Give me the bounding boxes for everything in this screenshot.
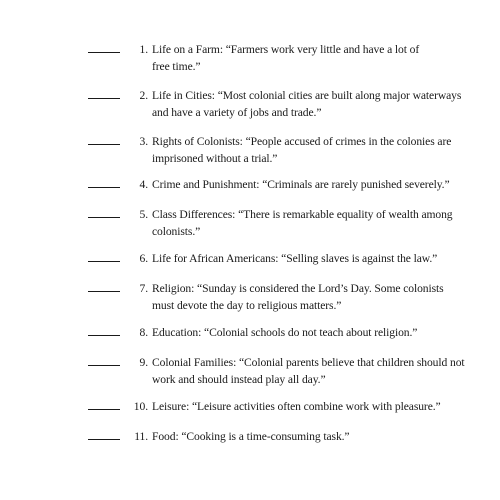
question-number: 9.: [139, 356, 148, 369]
answer-blank[interactable]: [88, 133, 120, 145]
answer-blank[interactable]: [88, 280, 120, 292]
question-item-7: [88, 280, 488, 314]
question-number: 4.: [139, 178, 148, 191]
answer-blank[interactable]: [88, 250, 120, 262]
question-text: Class Differences: “There is remarkable equality of wealth among colonists.”: [152, 208, 453, 238]
question-item-8: [88, 324, 488, 341]
question-text: Crime and Punishment: “Criminals are rarely punished severely.”: [152, 178, 450, 191]
answer-blank[interactable]: [88, 398, 120, 410]
question-text: Food: “Cooking is a time-consuming task.”: [152, 430, 350, 443]
answer-blank[interactable]: [88, 206, 120, 218]
answer-blank[interactable]: [88, 324, 120, 336]
question-number: 1.: [139, 43, 148, 56]
question-text: Education: “Colonial schools do not teach about religion.”: [152, 326, 418, 339]
answer-blank[interactable]: [88, 354, 120, 366]
question-number: 7.: [139, 282, 148, 295]
question-number: 3.: [139, 135, 148, 148]
answer-blank[interactable]: [88, 41, 120, 53]
question-number: 2.: [139, 89, 148, 102]
question-item-3: [88, 133, 488, 167]
question-item-2: [88, 87, 488, 121]
question-item-5: [88, 206, 488, 240]
question-number: 8.: [139, 326, 148, 339]
question-text: Colonial Families: “Colonial parents believe that children should not work and should instead play all day.”: [152, 356, 465, 386]
question-text: Life on a Farm: “Farmers work very little and have a lot of free time.”: [152, 43, 420, 73]
question-number: 11.: [134, 430, 148, 443]
question-item-1: [88, 41, 488, 75]
question-text: Life for African Americans: “Selling slaves is against the law.”: [152, 252, 438, 265]
question-number: 6.: [139, 252, 148, 265]
question-number: 10.: [133, 400, 148, 413]
question-number: 5.: [139, 208, 148, 221]
question-item-10: [88, 398, 488, 415]
answer-blank[interactable]: [88, 87, 120, 99]
question-text: Rights of Colonists: “People accused of crimes in the colonies are imprisoned without a trial.”: [152, 135, 452, 165]
answer-blank[interactable]: [88, 176, 120, 188]
question-text: Religion: “Sunday is considered the Lord’s Day. Some colonists must devote the day to religious matters.”: [152, 282, 444, 312]
answer-blank[interactable]: [88, 428, 120, 440]
question-text: Leisure: “Leisure activities often combine work with pleasure.”: [152, 400, 441, 413]
question-text: Life in Cities: “Most colonial cities are built along major waterways and have a variety of jobs and trade.”: [152, 89, 462, 119]
question-item-4: [88, 176, 488, 193]
question-item-11: [88, 428, 488, 445]
question-item-9: [88, 354, 488, 388]
question-item-6: [88, 250, 488, 267]
